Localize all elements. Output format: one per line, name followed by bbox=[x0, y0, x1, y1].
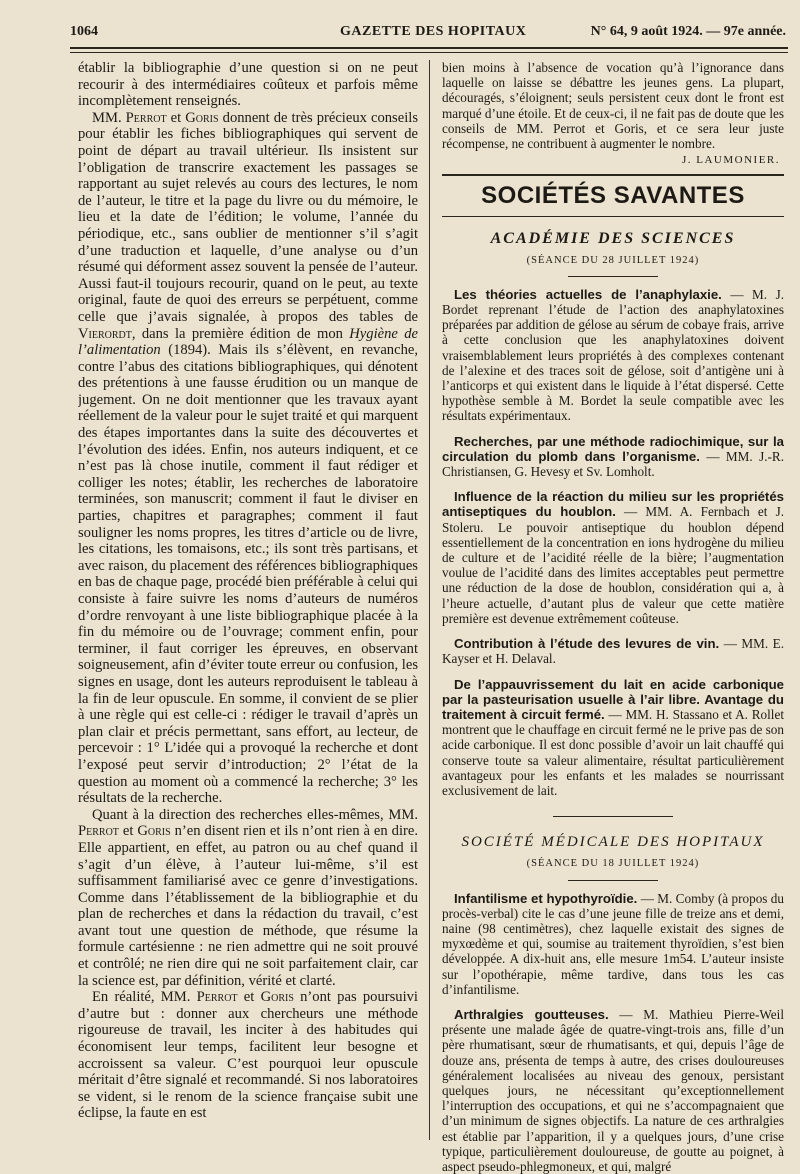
page-number: 1064 bbox=[70, 24, 98, 39]
entry-title: Infantilisme et hypothyroïdie. bbox=[454, 890, 638, 906]
academy-entries bbox=[442, 287, 784, 798]
entry-title: Influence de la réaction du milieu sur les propriétés antiseptiques du houblon. bbox=[442, 489, 784, 520]
author-name: Goris bbox=[137, 823, 171, 840]
paragraph: bien moins à l’absence de vocation qu’à l’ignorance dans laquelle on laisse se débattre les jeunes gens. La plupart, découragés, s’éloignent; seuls persistent ceux dont le front est marqué d’une étoile. Et de ceux-ci, il ne fait pas de doute que les conseils de MM. Perrot et Goris, et ce sera leur juste récompense, ne contribuent à augmenter le nombre. bbox=[442, 60, 784, 152]
author-name: Perrot bbox=[78, 823, 119, 840]
issue-info: N° 64, 9 août 1924. — 97e année. bbox=[590, 24, 786, 39]
author-signature: J. LAUMONIER. bbox=[681, 154, 780, 167]
report-entry bbox=[442, 636, 784, 666]
entry-body: — MM. A. Fernbach et J. Stoleru. Le pouvoir antiseptique du houblon dépend essentiellement de la concentration en ions hydrogène du milieu de culture et de l’acidité réelle de la bière; l’augmentation voulue de l’acidité dans des limites acceptables peut permettre une réduction de la dose de houblon, considération qui a, à l’heure actuelle, d’autant plus de valeur que cette matière première est devenue extrêmement coûteuse. bbox=[442, 504, 784, 626]
entry-body: — MM. H. Stassano et A. Rollet montrent que le chauffage en circuit fermé ne le prive pas de son acide carbonique. Il est donc possible d’avoir un lait chauffé qui conserve toute sa valeur alimentaire, résultat particulièrement avantageux pour les enfants et les malades se nourrissant exclusivement de lait. bbox=[442, 706, 784, 798]
page-header bbox=[70, 22, 786, 44]
author-name: Perrot bbox=[196, 989, 238, 1006]
report-entry bbox=[442, 677, 784, 799]
societe-heading: SOCIÉTÉ MÉDICALE DES HOPITAUX bbox=[461, 834, 765, 851]
entry-text bbox=[442, 489, 784, 626]
right-column bbox=[442, 60, 784, 1174]
entry-body: — MM. J.-R. Christiansen, G. Hevesy et Sv. Lomholt. bbox=[442, 448, 784, 480]
book-title: Hygiène de l’alimentation bbox=[78, 325, 418, 359]
paragraph: MM. Perrot et Goris donnent de très précieux conseils pour établir les fiches bibliographiques qui servent de point de départ au travail ultérieur. Ils insistent sur l’obligation de transcrire exactement les passages se rapportant au sujet relevés au cours des lectures, le nom de l’auteur, le titre et la page du livre ou du mémoire, le lieu et la date de l’édition; le volume, l’année du périodique, etc., sans oublier de mentionner s’il s’agit d’une traduction et laquelle, d’une analyse ou d’un résumé qui déforment assez souvent la pensée de l’auteur. Aussi faut-il toujours recourir, quand on le peut, au texte original, faute de quoi des erreurs se perpétuent, comme celle que j’avais signalée, à propos des tables de Vierordt, dans la première édition de mon Hygiène de l’alimentation (1894). Mais ils s’élèvent, en revanche, contre l’abus des citations bibliographiques, qui dénotent des prétentions à une fausse érudition ou un manque de jugement. On ne doit mentionner que les travaux ayant réellement de la valeur pour le sujet traité et qui marquent des étapes importantes dans la suite des découvertes et l’évolution des idées. Enfin, nos auteurs indiquent, et ce n’est pas là chose inutile, comment il faut rédiger et colliger les notes; établir, les recherches de laboratoire terminées, son manuscrit; comment il faut le diviser en parties, chapitres et paragraphes; comment il faut souligner les noms propres, les titres d’article ou de livre, les citations, les tomaisons, etc.; ils sont très partisans, et avec raison, du placement des références bibliographiques en bas de chaque page, procédé bien préférable à celui qui consiste à faire suivre les noms d’auteurs de numéros d’ordre renvoyant à une liste bibliographique placée à la fin du mémoire ou de l’ouvrage; comment enfin, pour terminer, il faut corriger les épreuves, en observant soigneusement, afin d’éviter toute erreur ou confusion, les signes en usage, dont les auteurs reproduisent le tableau à la fin de leur opuscule. En somme, il convient de se plier à une règle qui est celle-ci : rédiger le travail d’après un plan clair et précis permettant, sans effort, au lecteur, de percevoir : 1° L’idée qui a provoqué la recherche et dont l’exposé peut servir d’introduction; 2° l’état de la question au moment où a commencé la recherche; 3° les résultats de la recherche. bbox=[78, 109, 418, 807]
divider bbox=[568, 276, 658, 277]
author-name: Perrot bbox=[125, 109, 167, 126]
column-divider bbox=[429, 60, 430, 1140]
report-entry bbox=[442, 287, 784, 424]
journal-title: GAZETTE DES HOPITAUX bbox=[340, 24, 527, 39]
entry-text bbox=[442, 434, 784, 480]
report-entry bbox=[442, 489, 784, 626]
header-rule-thin bbox=[70, 52, 788, 53]
entry-body: — MM. E. Kayser et H. Delaval. bbox=[442, 636, 784, 667]
paragraph: En réalité, MM. Perrot et Goris n’ont pas poursuivi d’autre but : donner aux chercheurs une méthode rigoureuse de travail, les inciter à des habitudes qui économisent leur temps, facilitent leur besogne et accroissent sa valeur. C’est pourquoi leur opuscule méritait d’être signalé et recommandé. Si nos laboratoires se vident, si le renom de la science française subit une éclipse, la faute en est bbox=[78, 989, 418, 1122]
session-date: (SÉANCE DU 28 JUILLET 1924) bbox=[526, 254, 700, 266]
session-date: (SÉANCE DU 18 JUILLET 1924) bbox=[526, 858, 700, 870]
entry-title: Contribution à l’étude des levures de vin. bbox=[454, 636, 720, 652]
entry-text bbox=[442, 677, 784, 799]
entry-text bbox=[442, 891, 784, 997]
academy-heading: ACADÉMIE DES SCIENCES bbox=[490, 230, 736, 248]
divider bbox=[568, 880, 658, 881]
entry-body: — M. J. Bordet reprenant l’étude de l’action des anaphylatoxines préparées par addition de gélose au sérum de cobaye frais, arrive à cette conclusion que les anaphylatoxines doivent vraisemblablement leurs propriétés à des complexes contenant de l’alexine et des traces soit de gélose, soit d’antigène uni à l’anticorps et qui existent dans le liquide à l’état dispersé. Cette hypothèse semble à M. Bordet la seule compatible avec les résultats expérimentaux. bbox=[442, 286, 784, 424]
section-title: SOCIÉTÉS SAVANTES bbox=[442, 174, 784, 217]
divider bbox=[553, 816, 673, 817]
report-entry bbox=[442, 891, 784, 997]
entry-title: Recherches, par une méthode radiochimique, sur la circulation du plomb dans l’organisme. bbox=[442, 433, 784, 464]
paragraph: établir la bibliographie d’une question si on ne peut recourir à des intermédiaires coûteux et parfois même incomplètement renseignés. bbox=[78, 60, 418, 110]
entry-title: Les théories actuelles de l’anaphylaxie. bbox=[454, 286, 722, 302]
header-rule-thick bbox=[70, 47, 788, 49]
entry-title: De l’appauvrissement du lait en acide carbonique par la pasteurisation usuelle à l’air libre. Avantage du traitement à circuit fermé. bbox=[442, 676, 784, 722]
author-name: Goris bbox=[260, 989, 294, 1006]
author-name: Goris bbox=[185, 109, 219, 126]
entry-body: — M. Mathieu Pierre-Weil présente une malade âgée de quatre-vingt-trois ans, fille d’un père rhumatisant, sœur de rhumatisants, et qui, depuis l’âge de douze ans, présenta de temps à autre, des crises douloureuses généralement localisées au niveau des genoux, persistant quelques jours, ne nécessitant qu’exceptionnellement l’interruption des occupations, et qui ne s’accompagnaient que d’un minimum de signes objectifs. La nature de ces arthralgies est établie par l’apparition, il y a quelques jours, d’une crise typique, particulièrement douloureuse, de goutte au poignet, à aspect pseudo-phlegmoneux, et qui, malgré bbox=[442, 1006, 784, 1174]
entry-text bbox=[442, 287, 784, 424]
entry-body: — M. Comby (à propos du procès-verbal) cite le cas d’une jeune fille de treize ans et demi, naine (98 centimètres), chez laquelle existait des signes de myxœdème et qui, soumise au traitement thyroïdien, s’est bien développée. A dix-huit ans, elle mesure 1m54. L’auteur insiste sur l’opothérapie, même tardive, dans tous les cas d’infantilisme. bbox=[442, 890, 784, 997]
left-column bbox=[78, 60, 418, 1122]
entry-text bbox=[442, 636, 784, 666]
author-name: Vierordt bbox=[78, 325, 132, 342]
entry-title: Arthralgies goutteuses. bbox=[454, 1006, 609, 1022]
report-entry bbox=[442, 434, 784, 480]
societe-entries bbox=[442, 891, 784, 1174]
paragraph: Quant à la direction des recherches elles-mêmes, MM. Perrot et Goris n’en disent rien et ils n’ont rien à en dire. Elle appartient, en effet, au patron ou au chef quand il s’agit d’un élève, à l’auteur lui-même, s’il est suffisamment familiarisé avec ce genre d’investigations. Comme dans l’établissement de la bibliographie et du plan de recherches et dans la rédaction du travail, c’est avant tout une question de méthode, que résume la formule cartésienne : ne rien admettre qui ne soit prouvé et contrôlé; ne rien dire qui ne soit parfaitement clair, car la science est, par définition, vérité et clarté. bbox=[78, 806, 418, 989]
